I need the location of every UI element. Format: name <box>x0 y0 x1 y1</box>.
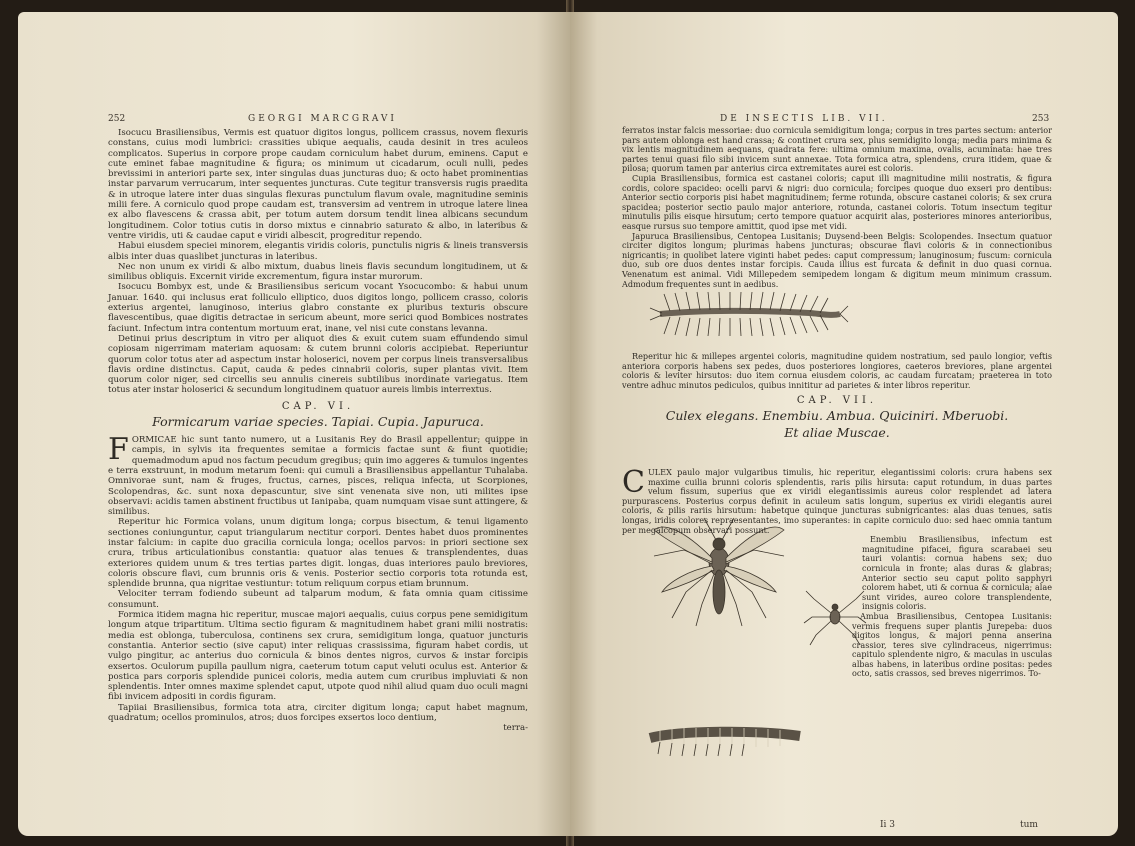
running-head-right: DE INSECTIS LIB. VII. <box>720 114 888 124</box>
running-head-left: GEORGI MARCGRAVI <box>248 114 397 124</box>
paragraph-vitro: Detinui prius descriptum in vitro per aliquot dies & exuit cutem suam effundendo simul copiosam nigerrimam materiam aquosam: & cutem brunni coloris accipiebat. Reperiuntur quorum color totus ater ad aspectum instar holoserici, novem per corpus lineis transversalibus flavis ordine distinctus. Caput, cauda & pedes cinnabrii coloris, super plantas vivit. Item quorum color niger, sed circellis seu annulis cinereis subtilibus inordinate variegatus. Item totus ater instar holoserici & secundum longitudinem quatuor aureis limbis interrextus. <box>108 333 528 396</box>
paragraph-cupia: Cupia Brasiliensibus, formica est castanei coloris; caput illi magnitudine milii nostratis, & figura cordis, colore spacideo: ocelli parvi & nigri: duo cornicula; forcipes quoque duo exseri pro dentibus: Anterior sectio corporis pisi habet magnitudinem; ferme rotunda, obscure castanei coloris; & sex crura spacidea; posterior sectio paulo major anteriore, rotunda, castanei coloris. Totum insectum tegitur minutulis pilis eisque hirsutum; certo tempore quatuor acquirit alas, posteriores minores anterioribus, easque rursus suo tempore amittit, quod ipse met vidi. <box>622 172 1052 231</box>
paragraph-formicae-text: ORMICAE hic sunt tanto numero, ut a Lusitanis Rey do Brasil appellentur; quippe in campis, in sylvis ita frequentes semitae a formicis factae sunt & fiunt quotidie; quemadmodum apud nos factum pecudum gregibus; quin imo aggeres & tumulos ingentes e terra exstruunt, in modum metarum foeni: qui cumuli a Brasiliensibus appellantur Tuhalaba. Omnivorae sunt, nam & fruges, fructus, carnes, pisces, reliqua infecta, ut Scorpiones, Scolopendras, &c. sunt noxa depascuntur, sive sint venenata sive non, uti milites ipse observavi: acidis tamen abstinent fructibus ut Ianipaba, quam numquam visae sunt attingere, & similibus. <box>108 435 528 518</box>
paragraph-japuruca: Japuruca Brasiliensibus, Centopea Lusitanis; Duysend-been Belgis: Scolopendes. Insectum quatuor circiter digitos longum; plurimas habens juncturas; obscurae flavi coloris & in connectionibus nigricantis; in quolibet latere viginti habet pedes: caput compressum; lanuginosum; fuscum: cornicula duo, sub ore duos dentes instar forcipis. Cauda illius est furcata & definit in duo quasi cornua. Venenatum est animal. Vidi Millepedem semipedem longam & digitum meum minimum crassum. Admodum frequentes sunt in aedibus. <box>622 230 1052 289</box>
paragraph-mixed-species: Nec non unum ex viridi & albo mixtum, duabus lineis flavis secundum longitudinem, ut & similibus obliquis. Excernit viride excrementum, figura instar murorum. <box>108 261 528 283</box>
catchword-left: terra- <box>503 723 528 734</box>
paragraph-culex <box>622 465 1052 535</box>
right-upper-text <box>622 126 1052 289</box>
paragraph-bombyx: Isocucu Bombyx est, unde & Brasiliensibus sericum vocant Ysocucombo: & habui unum Januar. 1640. qui inclusus erat folliculo elliptico, duos digitos longo, pollicem crasso, coloris exterius argentei, lanuginoso, interius glabro constante ex pluribus texturis obscure flavescentibus, quae digitis detractae in sericum abeunt, more serici quod Bombices nostrates faciunt. Infectum intra contentum mortuum erat, inane, vel nisi cute constans levanna. <box>108 282 528 334</box>
paragraph-formicae <box>108 432 528 518</box>
paragraph-velociter: Velociter terram fodiendo subeunt ad talparum modum, & fata omnia quam citissime consumunt. <box>108 589 528 610</box>
paragraph-millepes: Reperitur hic & millepes argentei coloris, magnitudine quidem nostratium, sed paulo longior, veftis anteriora corporis habens sex pedes, duos posteriores longiores, caeteros breviores, plane argentei coloris & leviter hirsutos: duo item cornua eiusdem coloris, ac caudam furcatam; praeterea in toto ventre adhuc minutos pediculos, quibus innititur ad parietes & inter libros reperitur. <box>622 351 1052 390</box>
ambua-engraving <box>640 716 810 760</box>
paragraph-tapiiai: Tapiiai Brasiliensibus, formica tota atra, circiter digitum longa; caput habet magnum, quadratum; ocellos prominulos, atros; duos forcipes exsertos loco dentium, <box>108 702 528 724</box>
drop-cap-f: F <box>108 432 129 468</box>
paragraph-isocucu: Isocucu Brasiliensibus, Vermis est quatuor digitos longus, pollicem crassus, novem flexuris constans, cuius modi lumbrici: crassities ubique aequalis, cauda desinit in tres aculeos complicatos. Superius in corpore prope caudam corniculum habet durum, eminens. Caput e cute eminet fabae magnitudine & figura; os minimum ut cicadarum, oculi nulli, pedes brevissimi in anteriori parte sex, inter singulas duas juncturas duo; & octo habet prominentias instar parvarum verrucarum, inter sequentes juncturas. Cute tegitur transversis rugis praedita & in utroque latere inter duas singulas flexuras punctulum flavum ovale, magnitudine seminis milii fere. A corniculo quod prope caudam est, transversim ad ventrem in utroque latere linea ex albo flavescens & crassa abit, per totum autem dorsum tendit linea albicans secundum longitudinem. Color totius cutis in dorso mixtus e cinnabrio saturato & albo, in lateribus & ventre viridis, uti & caudae caput e viridi albescit, progreditur rependo. <box>108 128 528 241</box>
drop-cap-c: C <box>622 465 645 500</box>
paragraph-enembiu: Enembiu Brasiliensibus, infectum est magnitudine pifacei, figura scarabaei seu tauri volantis: cornua habens sex; duo cornicula in fronte; alas duras & glabras; Anterior sectio seu caput polito sapphyri colorem habet, uti & cornua & cornicula; alae sunt virides, aureo colore transplendente, insignis coloris. <box>862 534 1052 612</box>
right-page <box>570 12 1118 836</box>
paragraph-minor-species: Habui eiusdem speciei minorem, elegantis viridis coloris, punctulis nigris & lineis transversis albis inter duas quaslibet juncturas in lateribus. <box>108 241 528 262</box>
chapter-title-right-line2: Et aliae Muscae. <box>784 424 890 440</box>
page-number-left: 252 <box>108 114 126 124</box>
right-lower-text <box>622 465 1052 679</box>
left-intro-text <box>108 128 528 734</box>
signature-mark: Ii 3 <box>880 820 896 830</box>
catchword-right: tum <box>1020 820 1038 830</box>
chapter-title-left: Formicarum variae species. Tapiai. Cupia. Japuruca. <box>152 414 484 430</box>
chapter-label-right: CAP. VII. <box>796 395 878 407</box>
page-number-right: 253 <box>1032 114 1050 124</box>
paragraph-ambua: Ambua Brasiliensibus, Centopea Lusitanis: vermis frequens super plantis Jurepeba: duos digitos longus, & majori penna anserina crassior, teres sive cylindraceus, nigerrimus: capitulo splendente nigro, & maculas in usculas albas habens, in lateribus ordine positas: pedes octo, satis crassos, sed breves nigerrimos. To- <box>852 610 1052 679</box>
paragraph-formica-volans: Reperitur hic Formica volans, unum digitum longa; corpus bisectum, & tenui ligamento sectiones coniunguntur, caput triangularum nectitur corpori. Dentes habet duos prominentes instar falcium: in capite duo gracilia cornicula longa; ocellos parvos: in priori sectione sex crura, tribus articulationibus constantia: quatuor alas tenues & transplendentes, duas exteriores quidem unum & tres tertias partes digit. longas, duas interiores paulo breviores, coloris obscure flavi, cum brunnis oris & venis. Posterior sectio corporis tota rotunda est, splendide brunna, qua nigritae vestiuntur: totum reliquum corpus etiam brunnum. <box>108 517 528 590</box>
left-page <box>18 12 570 836</box>
paragraph-culex-text: ULEX paulo major vulgaribus timulis, hic reperitur, elegantissimi coloris: crura habens sex maxime cuilia brunni coloris splendentis, raris pilis hirsuta: caput rotundum, in duas partes velum fissum, superius que ex viridi elegantissimis aureus color resplendet ad latera purpurascens. Posterius corpus definit in aculeum satis longum, superius ex viridi elegantis aurei coloris, & pilis rariis hirsutum: habetque quinque juncturas subnigricantes: alas duas tenues, satis longas, iridis colores repraesentantes, imo superantes: in capite corniculo duo: sed haec omnia tantum per megalcopum observari possunt. <box>622 467 1052 535</box>
chapter-title-right-line1: Culex elegans. Enembiu. Ambua. Quiciniri. Mberuobi. <box>665 407 1009 423</box>
right-middle-text <box>622 352 1052 446</box>
centipede-engraving <box>640 284 850 344</box>
paragraph-ferratos: ferratos instar falcis messoriae: duo cornicula semidigitum longa; corpus in tres partes sectum: anterior pars autem oblonga est hand crassa; & continet crura sex, plus semidigito longa; media pars minima & vix lentis magnitudinem aequans, quadrata fere: ultima omnium maxima, ovalis, acuminata: hae tres partes tenui quasi filo sibi invicem sunt annexae. Tota formica atra, splendens, crura itidem, quae & pilosa; quorum tamen par anterius circa extremitates aurei est coloris. <box>622 125 1052 174</box>
paragraph-formica-magna: Formica itidem magna hic reperitur, muscae majori aequalis, cuius corpus pene semidigitum longum atque tripartitum. Ultima sectio figuram & magnitudinem habet grani milii nostratis: media est oblonga, tuberculosa, continens sex crura, semidigitum longa, quatuor juncturis constantia. Anterior sectio (sive caput) inter reliquas crassissima, figuram habet cordis, ut vulgo pingitur, ac anterius duo cornicula & binos dentes nigros, curvos & instar forcipis exsertos. Oculorum pupilla paullum nigra, caeterum totum caput veluti oculus est. Anterior & postica pars corporis splendide punicei coloris, media autem cum cruribus impluviati & non splendentis. Inter omnes maxime splendet caput, utpote quod nihil aliud quam duo oculi magni fibi invicem adpositi in cordis figuram. <box>108 610 528 703</box>
chapter-label-left: CAP. VI. <box>281 400 355 412</box>
